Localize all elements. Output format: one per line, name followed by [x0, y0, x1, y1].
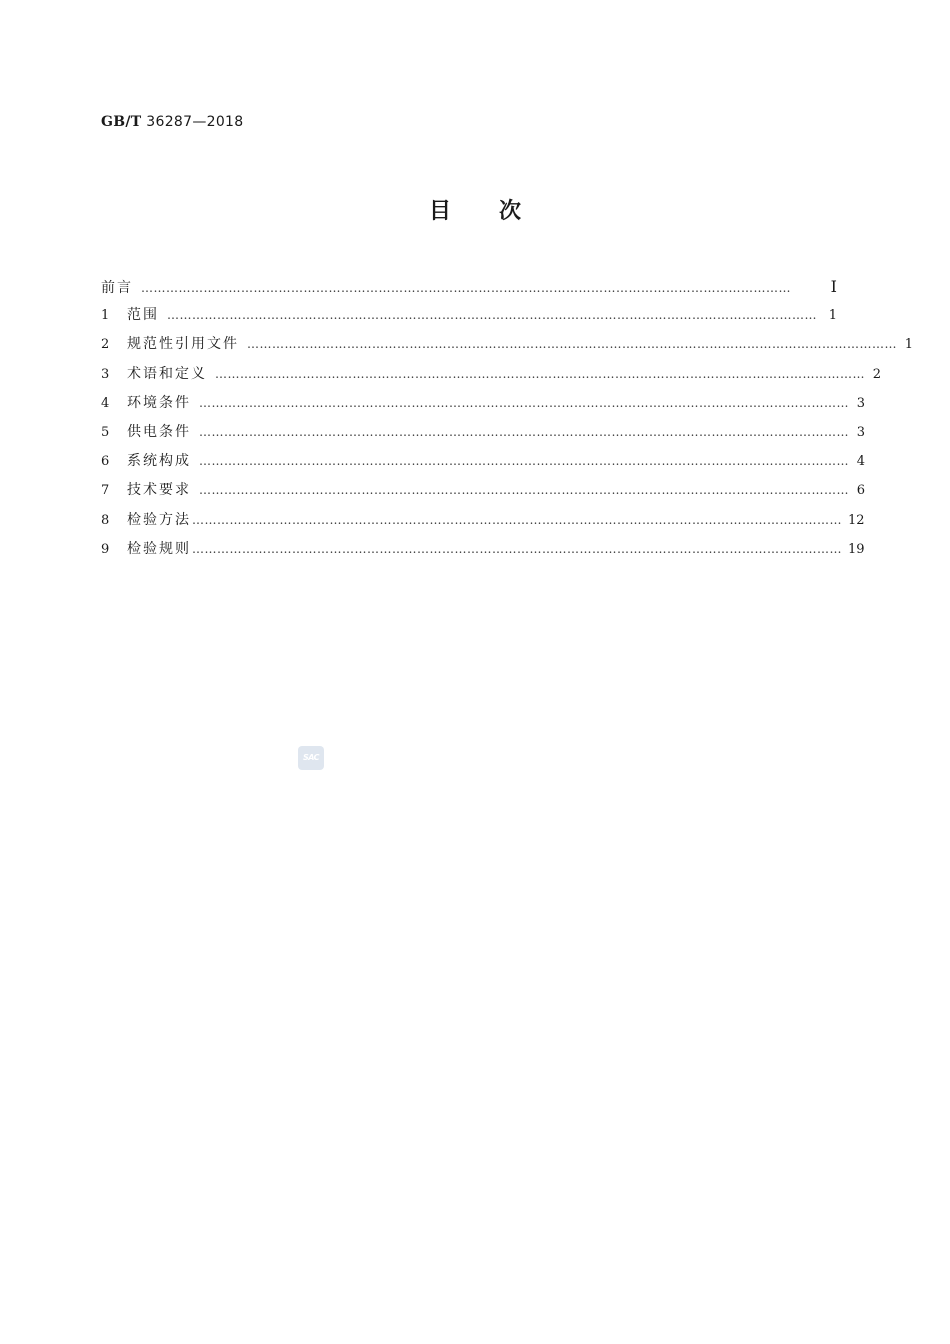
toc-number: 6 — [101, 454, 110, 470]
standard-number: 36287—2018 — [146, 114, 244, 130]
toc-leader: ………………………………………………………………………………………………………………………………………… — [199, 483, 849, 498]
toc-page: 4 — [856, 454, 865, 470]
toc-label: 供电条件 — [127, 423, 191, 440]
toc-number: 7 — [101, 483, 110, 499]
toc-number: 8 — [101, 512, 110, 528]
toc-entry-7[interactable] — [101, 476, 865, 505]
toc-number: 5 — [101, 424, 110, 440]
toc-leader: ………………………………………………………………………………………………………………………………………… — [192, 512, 842, 527]
toc-leader: ………………………………………………………………………………………………………………………………………… — [247, 337, 897, 352]
page-title — [0, 194, 950, 225]
toc-leader: ………………………………………………………………………………………………………………………………………… — [199, 424, 849, 439]
toc-label: 系统构成 — [127, 453, 191, 470]
standard-code — [101, 114, 243, 130]
table-of-contents — [101, 272, 913, 564]
toc-leader: ………………………………………………………………………………………………………………………………………… — [167, 308, 817, 323]
toc-entry-2[interactable] — [101, 330, 913, 359]
toc-page: 6 — [856, 483, 865, 499]
toc-page: 3 — [856, 395, 865, 411]
toc-page: 19 — [848, 541, 865, 557]
toc-label: 环境条件 — [127, 394, 191, 411]
toc-number: 2 — [101, 337, 110, 353]
toc-entry-5[interactable] — [101, 418, 865, 447]
toc-number: 1 — [101, 308, 110, 324]
watermark-text: SAC — [302, 753, 320, 762]
toc-entry-9[interactable] — [101, 535, 865, 564]
toc-label: 检验方法 — [127, 511, 191, 528]
toc-entry-1[interactable] — [101, 301, 837, 330]
toc-label: 规范性引用文件 — [127, 336, 239, 353]
toc-number: 9 — [101, 541, 110, 557]
toc-entry-6[interactable] — [101, 447, 865, 476]
toc-number: 4 — [101, 395, 110, 411]
toc-leader: ………………………………………………………………………………………………………………………………………… — [141, 281, 791, 295]
toc-leader: ………………………………………………………………………………………………………………………………………… — [199, 395, 849, 410]
toc-page: 2 — [872, 366, 881, 382]
standard-prefix: GB/T — [101, 114, 142, 130]
sac-watermark-logo — [298, 746, 324, 770]
toc-page: I — [830, 277, 837, 296]
toc-label: 检验规则 — [127, 540, 191, 557]
toc-page: 1 — [828, 308, 837, 324]
toc-label: 技术要求 — [127, 482, 191, 499]
toc-leader: ………………………………………………………………………………………………………………………………………… — [215, 366, 865, 381]
toc-leader: ………………………………………………………………………………………………………………………………………… — [192, 541, 842, 556]
title-char-1: 目 — [428, 199, 451, 224]
toc-number: 3 — [101, 366, 110, 382]
toc-leader: ………………………………………………………………………………………………………………………………………… — [199, 454, 849, 469]
title-char-2: 次 — [499, 199, 522, 224]
toc-page: 12 — [848, 512, 865, 528]
toc-label: 前言 — [101, 280, 133, 296]
toc-entry-8[interactable] — [101, 506, 865, 535]
toc-entry-4[interactable] — [101, 389, 865, 418]
toc-label: 术语和定义 — [127, 365, 207, 382]
toc-label: 范围 — [127, 307, 159, 324]
toc-page: 3 — [856, 424, 865, 440]
toc-entry-3[interactable] — [101, 360, 881, 389]
toc-page: 1 — [904, 337, 913, 353]
toc-entry-foreword[interactable] — [101, 272, 837, 301]
